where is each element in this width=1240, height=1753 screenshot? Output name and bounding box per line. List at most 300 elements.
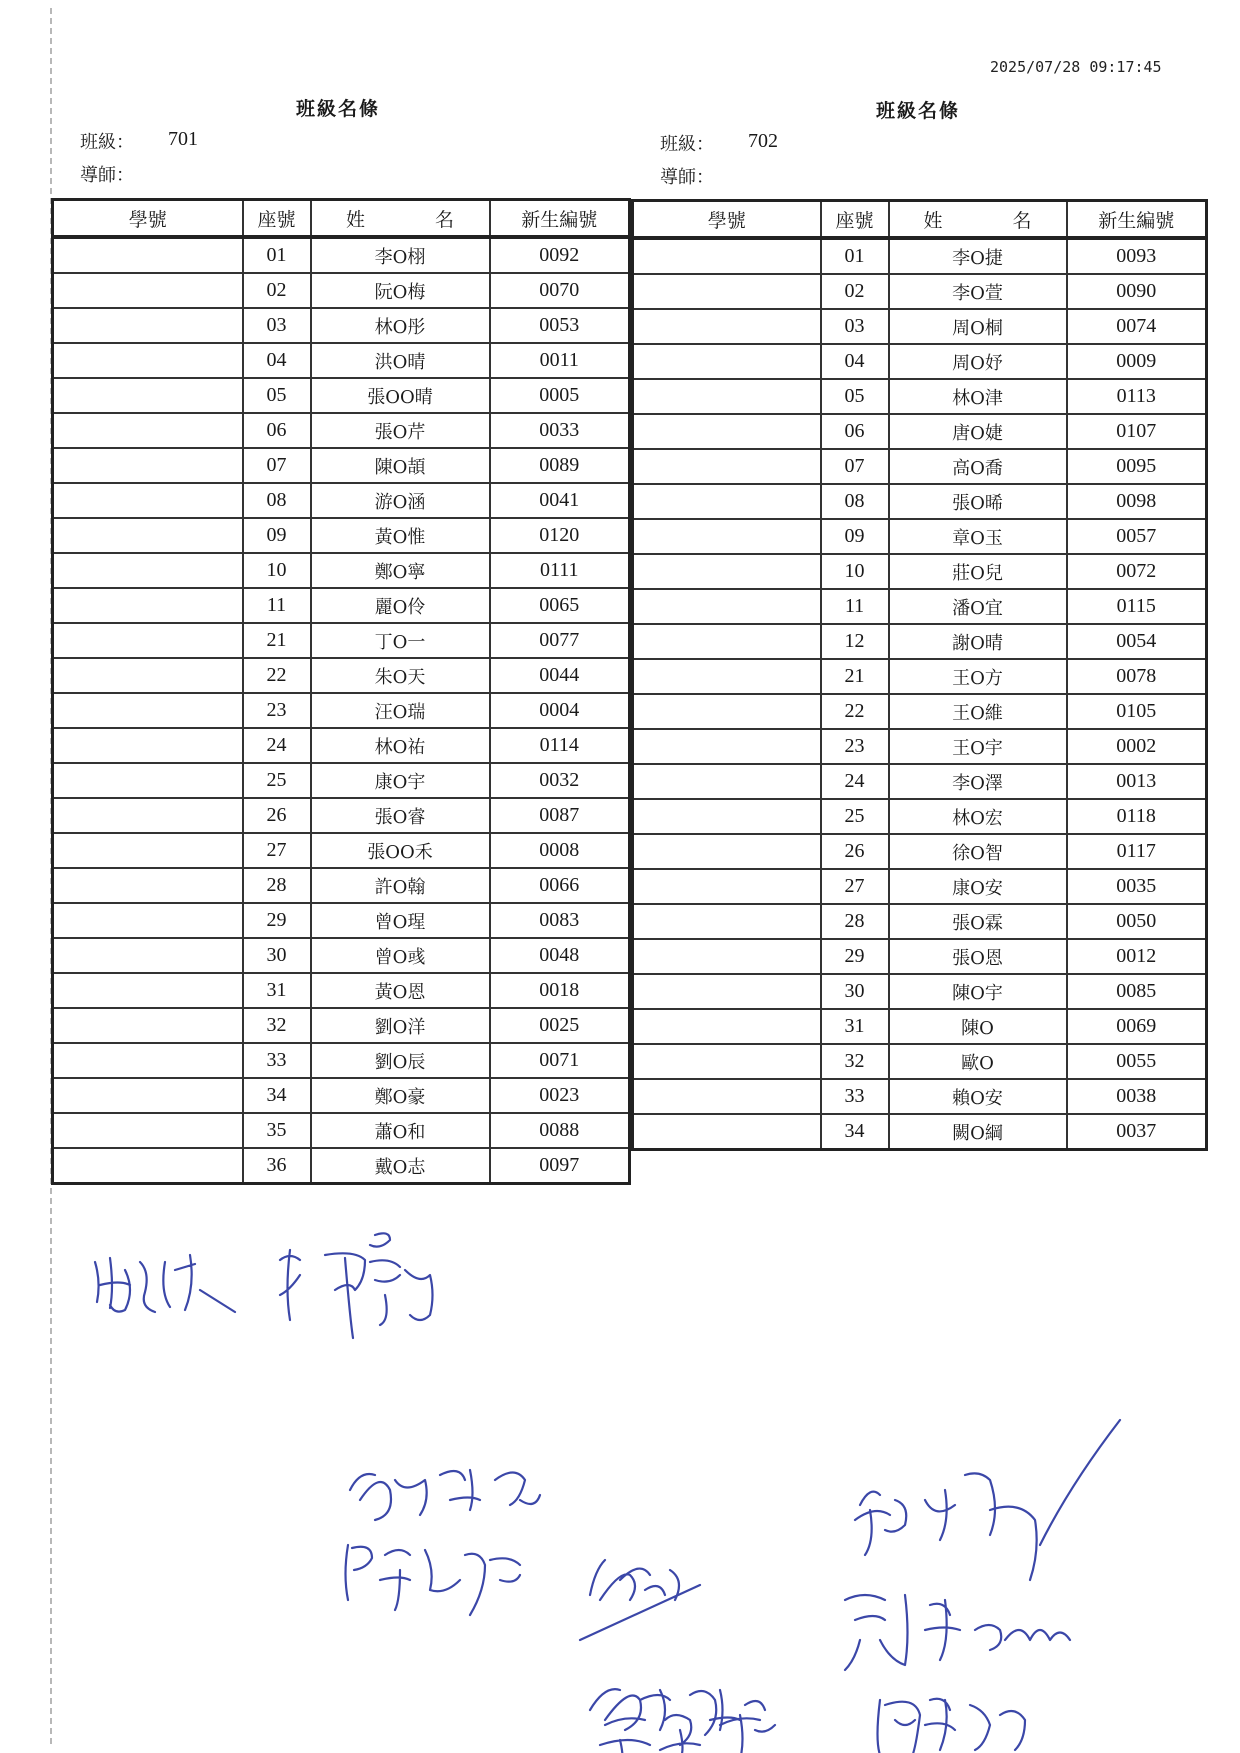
seat-cell: 25 — [821, 799, 889, 834]
table-row — [53, 728, 630, 763]
new-id-cell: 0033 — [490, 413, 630, 448]
name-cell: 陳O頡 — [311, 448, 490, 483]
student-id-cell — [53, 588, 243, 623]
seat-cell: 24 — [821, 764, 889, 799]
col-student-id: 學號 — [53, 200, 243, 238]
student-id-cell — [53, 798, 243, 833]
table-row — [53, 273, 630, 308]
name-cell: 林O宏 — [889, 799, 1067, 834]
name-cell: 謝O晴 — [889, 624, 1067, 659]
new-id-cell: 0044 — [490, 658, 630, 693]
student-id-cell — [53, 623, 243, 658]
name-cell: 章O玉 — [889, 519, 1067, 554]
left-header-row — [53, 200, 630, 238]
seat-cell: 22 — [243, 658, 311, 693]
seat-cell: 01 — [821, 238, 889, 274]
student-id-cell — [53, 728, 243, 763]
student-id-cell — [633, 484, 821, 519]
new-id-cell: 0089 — [490, 448, 630, 483]
right-class-value: 702 — [748, 130, 778, 152]
student-id-cell — [633, 974, 821, 1009]
seat-cell: 34 — [243, 1078, 311, 1113]
name-cell: 張O霖 — [889, 904, 1067, 939]
col-name — [311, 200, 490, 238]
right-class-line — [660, 130, 960, 156]
student-id-cell — [53, 973, 243, 1008]
signature-3 — [350, 1470, 540, 1520]
student-id-cell — [633, 274, 821, 309]
name-cell: 張O芹 — [311, 413, 490, 448]
name-cell: 王O維 — [889, 694, 1067, 729]
seat-cell: 30 — [243, 938, 311, 973]
table-row — [633, 939, 1207, 974]
table-row — [633, 309, 1207, 344]
name-cell: 陳O宇 — [889, 974, 1067, 1009]
seat-cell: 05 — [243, 378, 311, 413]
student-id-cell — [633, 449, 821, 484]
seat-cell: 26 — [821, 834, 889, 869]
name-cell: 黃O恩 — [311, 973, 490, 1008]
name-cell: 曾O彧 — [311, 938, 490, 973]
table-row — [53, 237, 630, 273]
new-id-cell: 0037 — [1067, 1114, 1207, 1150]
table-row — [633, 554, 1207, 589]
table-row — [633, 659, 1207, 694]
seat-cell: 31 — [243, 973, 311, 1008]
student-id-cell — [53, 343, 243, 378]
table-row — [53, 658, 630, 693]
student-id-cell — [633, 1009, 821, 1044]
name-cell: 李O栩 — [311, 237, 490, 273]
col-new-id: 新生編號 — [490, 200, 630, 238]
name-cell: 賴O安 — [889, 1079, 1067, 1114]
name-cell: 許O翰 — [311, 868, 490, 903]
name-cell: 李O萱 — [889, 274, 1067, 309]
student-id-cell — [53, 237, 243, 273]
new-id-cell: 0087 — [490, 798, 630, 833]
name-cell: 潘O宜 — [889, 589, 1067, 624]
seat-cell: 10 — [243, 553, 311, 588]
student-id-cell — [633, 694, 821, 729]
name-cell: 劉O洋 — [311, 1008, 490, 1043]
new-id-cell: 0107 — [1067, 414, 1207, 449]
name-cell: 鄭O寧 — [311, 553, 490, 588]
seat-cell: 09 — [243, 518, 311, 553]
col-seat: 座號 — [821, 201, 889, 239]
signature-10 — [878, 1699, 1026, 1753]
table-row — [633, 624, 1207, 659]
seat-cell: 02 — [243, 273, 311, 308]
new-id-cell: 0105 — [1067, 694, 1207, 729]
student-id-cell — [53, 1078, 243, 1113]
name-cell: 李O澤 — [889, 764, 1067, 799]
new-id-cell: 0114 — [490, 728, 630, 763]
student-id-cell — [633, 799, 821, 834]
table-row — [633, 834, 1207, 869]
table-row — [53, 868, 630, 903]
name-cell: 曾O瑆 — [311, 903, 490, 938]
new-id-cell: 0009 — [1067, 344, 1207, 379]
name-cell: 高O喬 — [889, 449, 1067, 484]
new-id-cell: 0054 — [1067, 624, 1207, 659]
new-id-cell: 0098 — [1067, 484, 1207, 519]
seat-cell: 35 — [243, 1113, 311, 1148]
student-id-cell — [53, 448, 243, 483]
new-id-cell: 0118 — [1067, 799, 1207, 834]
new-id-cell: 0055 — [1067, 1044, 1207, 1079]
table-row — [633, 1044, 1207, 1079]
seat-cell: 32 — [821, 1044, 889, 1079]
name-cell: 徐O智 — [889, 834, 1067, 869]
new-id-cell: 0057 — [1067, 519, 1207, 554]
student-id-cell — [53, 1043, 243, 1078]
seat-cell: 04 — [243, 343, 311, 378]
student-id-cell — [633, 589, 821, 624]
name-cell: 張O恩 — [889, 939, 1067, 974]
new-id-cell: 0077 — [490, 623, 630, 658]
student-id-cell — [633, 659, 821, 694]
table-row — [53, 763, 630, 798]
table-row — [633, 1009, 1207, 1044]
student-id-cell — [53, 483, 243, 518]
signature-7 — [590, 1715, 760, 1753]
student-id-cell — [633, 729, 821, 764]
student-id-cell — [53, 1113, 243, 1148]
name-cell: 李O捷 — [889, 238, 1067, 274]
new-id-cell: 0008 — [490, 833, 630, 868]
student-id-cell — [633, 624, 821, 659]
student-id-cell — [633, 869, 821, 904]
new-id-cell: 0011 — [490, 343, 630, 378]
signature-6 — [590, 1689, 775, 1735]
table-row — [53, 518, 630, 553]
seat-cell: 23 — [821, 729, 889, 764]
new-id-cell: 0072 — [1067, 554, 1207, 589]
table-row — [53, 938, 630, 973]
signature-8 — [855, 1420, 1120, 1580]
table-row — [633, 1114, 1207, 1150]
signature-9 — [845, 1595, 1070, 1670]
student-id-cell — [53, 273, 243, 308]
seat-cell: 36 — [243, 1148, 311, 1184]
name-cell: 康O安 — [889, 869, 1067, 904]
table-row — [633, 274, 1207, 309]
name-cell: 洪O晴 — [311, 343, 490, 378]
seat-cell: 08 — [243, 483, 311, 518]
new-id-cell: 0050 — [1067, 904, 1207, 939]
name-cell: 林O津 — [889, 379, 1067, 414]
table-row — [53, 693, 630, 728]
table-row — [633, 484, 1207, 519]
seat-cell: 32 — [243, 1008, 311, 1043]
student-id-cell — [633, 1114, 821, 1150]
seat-cell: 26 — [243, 798, 311, 833]
col-student-id: 學號 — [633, 201, 821, 239]
name-cell: 王O宇 — [889, 729, 1067, 764]
new-id-cell: 0113 — [1067, 379, 1207, 414]
seat-cell: 02 — [821, 274, 889, 309]
table-row — [53, 343, 630, 378]
name-cell: 王O方 — [889, 659, 1067, 694]
seat-cell: 27 — [821, 869, 889, 904]
seat-cell: 07 — [821, 449, 889, 484]
seat-cell: 07 — [243, 448, 311, 483]
student-id-cell — [53, 1008, 243, 1043]
name-cell: 康O宇 — [311, 763, 490, 798]
new-id-cell: 0088 — [490, 1113, 630, 1148]
table-row — [633, 764, 1207, 799]
name-cell: 劉O辰 — [311, 1043, 490, 1078]
table-row — [53, 378, 630, 413]
left-class-line — [80, 128, 380, 154]
new-id-cell: 0115 — [1067, 589, 1207, 624]
col-name-b: 名 — [435, 208, 455, 231]
new-id-cell: 0012 — [1067, 939, 1207, 974]
student-id-cell — [53, 553, 243, 588]
col-name-a: 姓 — [345, 208, 365, 231]
student-id-cell — [633, 939, 821, 974]
seat-cell: 08 — [821, 484, 889, 519]
new-id-cell: 0038 — [1067, 1079, 1207, 1114]
new-id-cell: 0117 — [1067, 834, 1207, 869]
table-row — [53, 553, 630, 588]
new-id-cell: 0053 — [490, 308, 630, 343]
table-row — [53, 483, 630, 518]
name-cell: 麗O伶 — [311, 588, 490, 623]
name-cell: 汪O瑞 — [311, 693, 490, 728]
seat-cell: 04 — [821, 344, 889, 379]
name-cell: 朱O天 — [311, 658, 490, 693]
seat-cell: 21 — [821, 659, 889, 694]
student-id-cell — [633, 904, 821, 939]
new-id-cell: 0035 — [1067, 869, 1207, 904]
col-name-a: 姓 — [923, 209, 943, 232]
name-cell: 張O晞 — [889, 484, 1067, 519]
student-id-cell — [633, 554, 821, 589]
student-id-cell — [53, 833, 243, 868]
seat-cell: 28 — [243, 868, 311, 903]
name-cell: 張OO晴 — [311, 378, 490, 413]
new-id-cell: 0069 — [1067, 1009, 1207, 1044]
new-id-cell: 0090 — [1067, 274, 1207, 309]
table-row — [53, 1148, 630, 1184]
seat-cell: 33 — [243, 1043, 311, 1078]
student-id-cell — [53, 693, 243, 728]
name-cell: 周O妤 — [889, 344, 1067, 379]
table-row — [53, 1113, 630, 1148]
new-id-cell: 0074 — [1067, 309, 1207, 344]
right-class-label: 班級： — [660, 134, 714, 155]
seat-cell: 11 — [821, 589, 889, 624]
new-id-cell: 0032 — [490, 763, 630, 798]
student-id-cell — [633, 834, 821, 869]
table-row — [633, 238, 1207, 274]
col-new-id: 新生編號 — [1067, 201, 1207, 239]
name-cell: 蕭O和 — [311, 1113, 490, 1148]
table-row — [633, 414, 1207, 449]
seat-cell: 09 — [821, 519, 889, 554]
table-row — [53, 448, 630, 483]
seat-cell: 03 — [243, 308, 311, 343]
new-id-cell: 0065 — [490, 588, 630, 623]
table-row — [633, 869, 1207, 904]
student-id-cell — [53, 903, 243, 938]
right-teacher-label: 導師： — [660, 167, 714, 188]
student-id-cell — [633, 1044, 821, 1079]
col-seat: 座號 — [243, 200, 311, 238]
seat-cell: 22 — [821, 694, 889, 729]
new-id-cell: 0078 — [1067, 659, 1207, 694]
seat-cell: 25 — [243, 763, 311, 798]
student-id-cell — [53, 308, 243, 343]
right-header-row — [633, 201, 1207, 239]
table-row — [53, 1078, 630, 1113]
student-id-cell — [633, 414, 821, 449]
seat-cell: 06 — [821, 414, 889, 449]
left-block-title: 班級名條 — [296, 98, 381, 120]
new-id-cell: 0093 — [1067, 238, 1207, 274]
table-row — [53, 798, 630, 833]
seat-cell: 27 — [243, 833, 311, 868]
table-row — [633, 904, 1207, 939]
table-row — [53, 1008, 630, 1043]
left-roster-table — [51, 198, 631, 1185]
signature-2 — [280, 1233, 433, 1338]
student-id-cell — [633, 764, 821, 799]
name-cell: 鄭O豪 — [311, 1078, 490, 1113]
student-id-cell — [53, 1148, 243, 1184]
seat-cell: 21 — [243, 623, 311, 658]
table-row — [53, 623, 630, 658]
new-id-cell: 0025 — [490, 1008, 630, 1043]
new-id-cell: 0095 — [1067, 449, 1207, 484]
signature-4 — [346, 1545, 521, 1615]
seat-cell: 29 — [243, 903, 311, 938]
seat-cell: 33 — [821, 1079, 889, 1114]
name-cell: 唐O婕 — [889, 414, 1067, 449]
student-id-cell — [53, 658, 243, 693]
col-name-b: 名 — [1012, 209, 1032, 232]
seat-cell: 01 — [243, 237, 311, 273]
name-cell: 林O彤 — [311, 308, 490, 343]
seat-cell: 05 — [821, 379, 889, 414]
new-id-cell: 0070 — [490, 273, 630, 308]
seat-cell: 12 — [821, 624, 889, 659]
name-cell: 周O桐 — [889, 309, 1067, 344]
student-id-cell — [633, 238, 821, 274]
student-id-cell — [53, 518, 243, 553]
table-row — [633, 344, 1207, 379]
table-row — [633, 379, 1207, 414]
new-id-cell: 0097 — [490, 1148, 630, 1184]
seat-cell: 30 — [821, 974, 889, 1009]
table-row — [633, 519, 1207, 554]
new-id-cell: 0083 — [490, 903, 630, 938]
seat-cell: 11 — [243, 588, 311, 623]
new-id-cell: 0111 — [490, 553, 630, 588]
new-id-cell: 0018 — [490, 973, 630, 1008]
left-teacher-label: 導師： — [80, 165, 134, 186]
student-id-cell — [633, 519, 821, 554]
table-row — [53, 1043, 630, 1078]
new-id-cell: 0004 — [490, 693, 630, 728]
table-row — [53, 903, 630, 938]
table-row — [633, 729, 1207, 764]
name-cell: 丁O一 — [311, 623, 490, 658]
student-id-cell — [633, 344, 821, 379]
table-row — [633, 589, 1207, 624]
name-cell: 歐O — [889, 1044, 1067, 1079]
seat-cell: 29 — [821, 939, 889, 974]
student-id-cell — [53, 413, 243, 448]
student-id-cell — [633, 1079, 821, 1114]
name-cell: 黃O惟 — [311, 518, 490, 553]
new-id-cell: 0005 — [490, 378, 630, 413]
new-id-cell: 0041 — [490, 483, 630, 518]
left-class-label: 班級： — [80, 132, 134, 153]
new-id-cell: 0085 — [1067, 974, 1207, 1009]
table-row — [53, 413, 630, 448]
new-id-cell: 0048 — [490, 938, 630, 973]
seat-cell: 24 — [243, 728, 311, 763]
name-cell: 戴O志 — [311, 1148, 490, 1184]
table-row — [53, 308, 630, 343]
right-block-title: 班級名條 — [876, 100, 961, 122]
student-id-cell — [53, 378, 243, 413]
print-timestamp: 2025/07/28 09:17:45 — [990, 58, 1162, 76]
name-cell: 張OO禾 — [311, 833, 490, 868]
name-cell: 林O祐 — [311, 728, 490, 763]
seat-cell: 28 — [821, 904, 889, 939]
table-row — [633, 974, 1207, 1009]
new-id-cell: 0023 — [490, 1078, 630, 1113]
new-id-cell: 0071 — [490, 1043, 630, 1078]
signature-1 — [95, 1255, 235, 1312]
table-row — [633, 694, 1207, 729]
new-id-cell: 0120 — [490, 518, 630, 553]
student-id-cell — [633, 379, 821, 414]
signature-5 — [580, 1560, 700, 1640]
col-name — [889, 201, 1067, 239]
name-cell: 陳O — [889, 1009, 1067, 1044]
right-roster-table — [631, 199, 1208, 1151]
name-cell: 莊O兒 — [889, 554, 1067, 589]
table-row — [53, 973, 630, 1008]
new-id-cell: 0066 — [490, 868, 630, 903]
table-row — [53, 588, 630, 623]
new-id-cell: 0002 — [1067, 729, 1207, 764]
seat-cell: 23 — [243, 693, 311, 728]
name-cell: 阮O梅 — [311, 273, 490, 308]
seat-cell: 10 — [821, 554, 889, 589]
seat-cell: 31 — [821, 1009, 889, 1044]
new-id-cell: 0092 — [490, 237, 630, 273]
student-id-cell — [633, 309, 821, 344]
seat-cell: 34 — [821, 1114, 889, 1150]
name-cell: 游O涵 — [311, 483, 490, 518]
left-class-value: 701 — [168, 128, 198, 150]
student-id-cell — [53, 938, 243, 973]
table-row — [633, 1079, 1207, 1114]
table-row — [53, 833, 630, 868]
seat-cell: 06 — [243, 413, 311, 448]
seat-cell: 03 — [821, 309, 889, 344]
student-id-cell — [53, 868, 243, 903]
table-row — [633, 799, 1207, 834]
name-cell: 闕O綱 — [889, 1114, 1067, 1150]
name-cell: 張O睿 — [311, 798, 490, 833]
student-id-cell — [53, 763, 243, 798]
